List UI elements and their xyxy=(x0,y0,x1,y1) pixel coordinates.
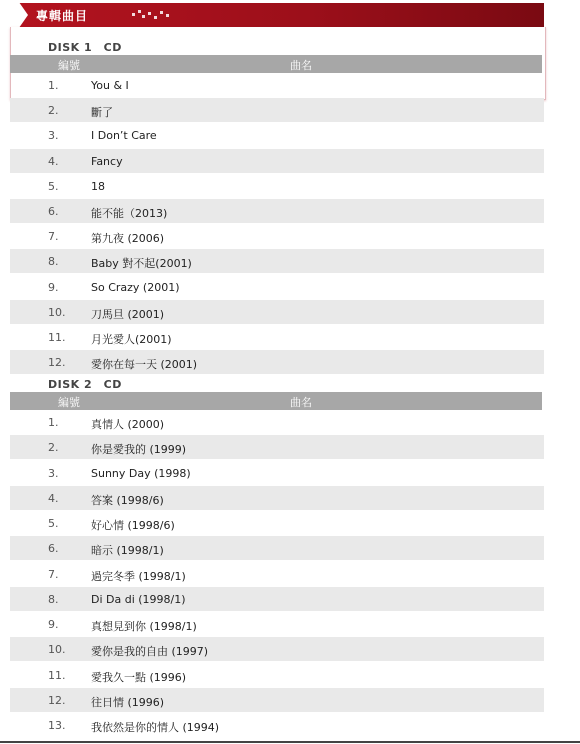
decorative-dots-icon xyxy=(132,10,172,20)
track-number: 6. xyxy=(48,542,59,556)
track-row xyxy=(10,300,544,324)
track-name: So Crazy (2001) xyxy=(91,280,180,294)
track-name: 月光愛人(2001) xyxy=(91,333,172,346)
track-number: 9. xyxy=(48,618,59,631)
track-row xyxy=(10,663,544,687)
column-name-label: 曲名 xyxy=(290,59,312,72)
track-name: 往日情 (1996) xyxy=(91,695,165,709)
track-name: 愛你在每一天 (2001) xyxy=(91,358,198,372)
track-row xyxy=(10,688,544,712)
track-number: 8. xyxy=(48,255,59,269)
track-name: 好心情 (1998/6) xyxy=(91,519,175,532)
track-number: 10. xyxy=(48,643,66,657)
track-row xyxy=(10,410,544,434)
track-name: Baby 對不起(2001) xyxy=(91,257,192,271)
track-number: 8. xyxy=(48,592,59,606)
track-number: 4. xyxy=(48,154,59,168)
track-row xyxy=(10,350,544,374)
track-row xyxy=(10,174,544,198)
track-row xyxy=(10,637,544,661)
track-number: 9. xyxy=(48,280,59,294)
track-row xyxy=(10,123,544,147)
track-name: 你是愛我的 (1999) xyxy=(91,443,187,457)
section-title: 專輯曲目 xyxy=(36,9,89,23)
track-name: 第九夜 (2006) xyxy=(91,232,165,246)
track-number: 12. xyxy=(48,356,66,370)
column-number-label: 編號 xyxy=(58,59,80,72)
track-row xyxy=(10,224,544,248)
track-name: 過完冬季 (1998/1) xyxy=(91,569,186,583)
track-name: 真情人 (2000) xyxy=(91,418,165,431)
track-number: 10. xyxy=(48,305,66,319)
track-name: You & I xyxy=(91,79,129,92)
track-row xyxy=(10,249,544,273)
track-number: 12. xyxy=(48,693,66,707)
track-name: 答案 (1998/6) xyxy=(91,493,164,507)
track-name: 愛你是我的自由 (1997) xyxy=(91,645,209,659)
track-number: 6. xyxy=(48,205,59,218)
disk-title: DISK 2 CD xyxy=(48,378,122,391)
column-number-label: 編號 xyxy=(58,396,80,409)
disk-title: DISK 1 CD xyxy=(48,41,122,54)
track-row xyxy=(10,511,544,535)
track-name: Di Da di (1998/1) xyxy=(91,592,186,606)
track-number: 13. xyxy=(48,719,66,732)
track-row xyxy=(10,461,544,485)
track-row xyxy=(10,587,544,611)
track-number: 1. xyxy=(48,416,59,429)
track-row xyxy=(10,486,544,510)
track-number: 3. xyxy=(48,466,59,480)
track-row xyxy=(10,98,544,122)
bottom-divider xyxy=(0,741,580,743)
track-row xyxy=(10,562,544,586)
column-header xyxy=(10,392,542,410)
track-row xyxy=(10,713,544,737)
track-row xyxy=(10,612,544,636)
track-name: I Don’t Care xyxy=(91,129,157,143)
track-row xyxy=(10,73,544,97)
section-header-bar xyxy=(14,3,544,27)
track-number: 2. xyxy=(48,104,59,118)
track-row xyxy=(10,149,544,173)
track-name: 刀馬旦 (2001) xyxy=(91,307,165,321)
track-number: 5. xyxy=(48,179,59,193)
track-number: 4. xyxy=(48,491,59,505)
track-number: 2. xyxy=(48,441,59,455)
track-row xyxy=(10,536,544,560)
track-row xyxy=(10,325,544,349)
track-number: 5. xyxy=(48,517,59,530)
column-header xyxy=(10,55,542,73)
track-name: 真想見到你 (1998/1) xyxy=(91,620,197,633)
track-name: 暗示 (1998/1) xyxy=(91,544,164,558)
track-name: 斷了 xyxy=(91,106,113,120)
track-number: 3. xyxy=(48,129,59,143)
track-row xyxy=(10,435,544,459)
track-row xyxy=(10,275,544,299)
track-name: 能不能（2013) xyxy=(91,207,168,220)
track-row xyxy=(10,199,544,223)
track-name: Sunny Day (1998) xyxy=(91,466,191,480)
track-name: 我依然是你的情人 (1994) xyxy=(91,721,220,734)
track-number: 7. xyxy=(48,230,59,244)
track-number: 11. xyxy=(48,331,66,344)
column-name-label: 曲名 xyxy=(290,396,312,409)
track-number: 1. xyxy=(48,79,59,92)
track-name: Fancy xyxy=(91,154,123,168)
track-name: 18 xyxy=(91,179,105,193)
track-number: 11. xyxy=(48,668,66,682)
track-name: 愛我久一點 (1996) xyxy=(91,670,187,684)
track-number: 7. xyxy=(48,567,59,581)
